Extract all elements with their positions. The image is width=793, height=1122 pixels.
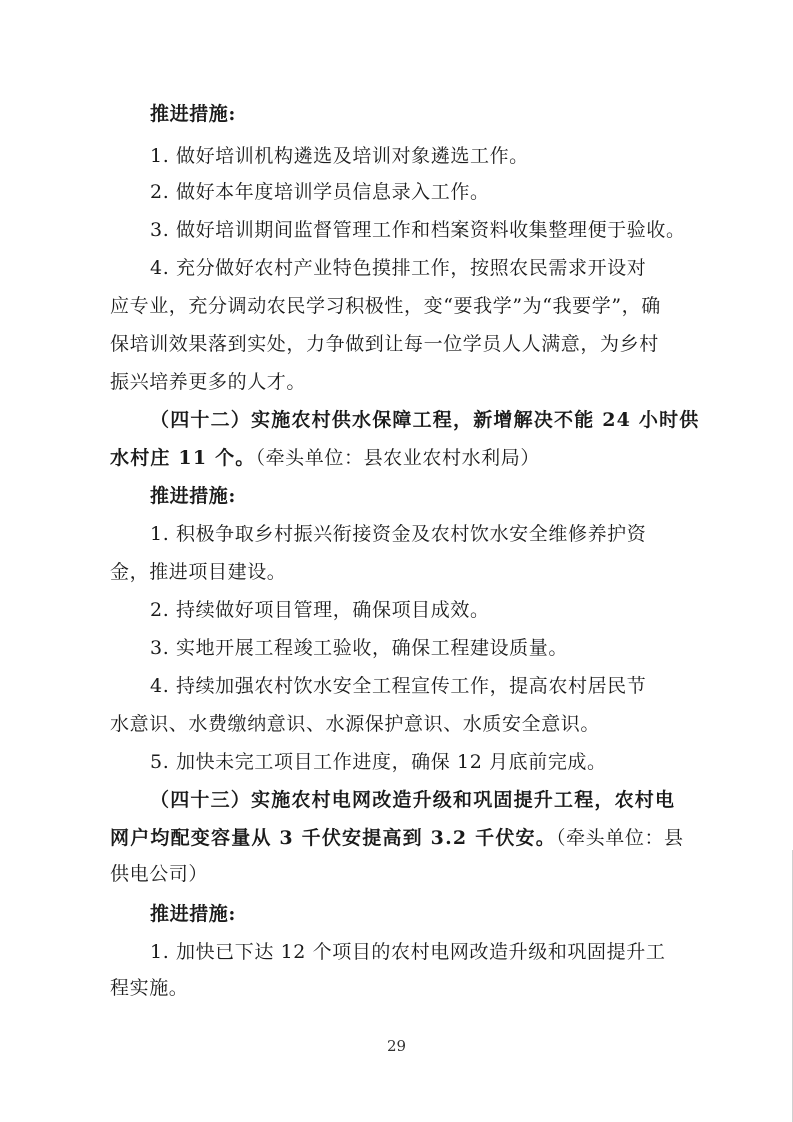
measure-item-continued: 程实施。 — [110, 977, 189, 999]
lead-unit: （牵头单位：县 — [555, 827, 684, 849]
measure-item: 1. 积极争取乡村振兴衔接资金及农村饮水安全维修养护资 — [150, 523, 647, 545]
measures-heading-1: 推进措施: — [150, 103, 237, 125]
section-42-heading-continued — [110, 440, 690, 476]
measures-heading-2: 推进措施: — [150, 485, 237, 507]
measure-item-continued: 应专业，充分调动农民学习积极性，变“要我学”为“我要学”，确 — [110, 295, 661, 317]
measure-item-continued: 水意识、水费缴纳意识、水源保护意识、水质安全意识。 — [110, 713, 601, 735]
measure-item: 3. 做好培训期间监督管理工作和档案资料收集整理便于验收。 — [150, 219, 686, 241]
measure-item: 2. 做好本年度培训学员信息录入工作。 — [150, 181, 490, 203]
measures-heading-3: 推进措施: — [150, 903, 237, 925]
section-43-heading: （四十三）实施农村电网改造升级和巩固提升工程，农村电 — [150, 789, 676, 811]
measure-item: 4. 持续加强农村饮水安全工程宣传工作，提高农村居民节 — [150, 675, 647, 697]
page-number: 29 — [386, 1037, 407, 1055]
measure-item: 5. 加快未完工项目工作进度，确保 12 月底前完成。 — [150, 751, 607, 773]
measure-item-continued: 保培训效果落到实处，力争做到让每一位学员人人满意，为乡村 — [110, 333, 659, 355]
lead-unit: （牵头单位：县农业农村水利局） — [255, 447, 540, 469]
measure-item-continued: 振兴培养更多的人才。 — [110, 371, 307, 393]
measure-item: 4. 充分做好农村产业特色摸排工作，按照农民需求开设对 — [150, 257, 647, 279]
measure-item: 1. 做好培训机构遴选及培训对象遴选工作。 — [150, 145, 529, 167]
measure-item: 3. 实地开展工程竣工验收，确保工程建设质量。 — [150, 637, 568, 659]
lead-unit-continued: 供电公司） — [110, 863, 209, 885]
measure-item: 2. 持续做好项目管理，确保项目成效。 — [150, 599, 490, 621]
section-42-heading-tail: 水村庄 11 个。 — [110, 447, 256, 469]
measure-item: 1. 加快已下达 12 个项目的农村电网改造升级和巩固提升工 — [150, 941, 666, 963]
measure-item-continued: 金，推进项目建设。 — [110, 561, 287, 583]
section-43-heading-continued — [110, 820, 690, 856]
section-43-heading-tail: 网户均配变容量从 3 千伏安提高到 3.2 千伏安。 — [110, 827, 556, 849]
section-42-heading: （四十二）实施农村供水保障工程，新增解决不能 24 小时供 — [150, 409, 700, 431]
